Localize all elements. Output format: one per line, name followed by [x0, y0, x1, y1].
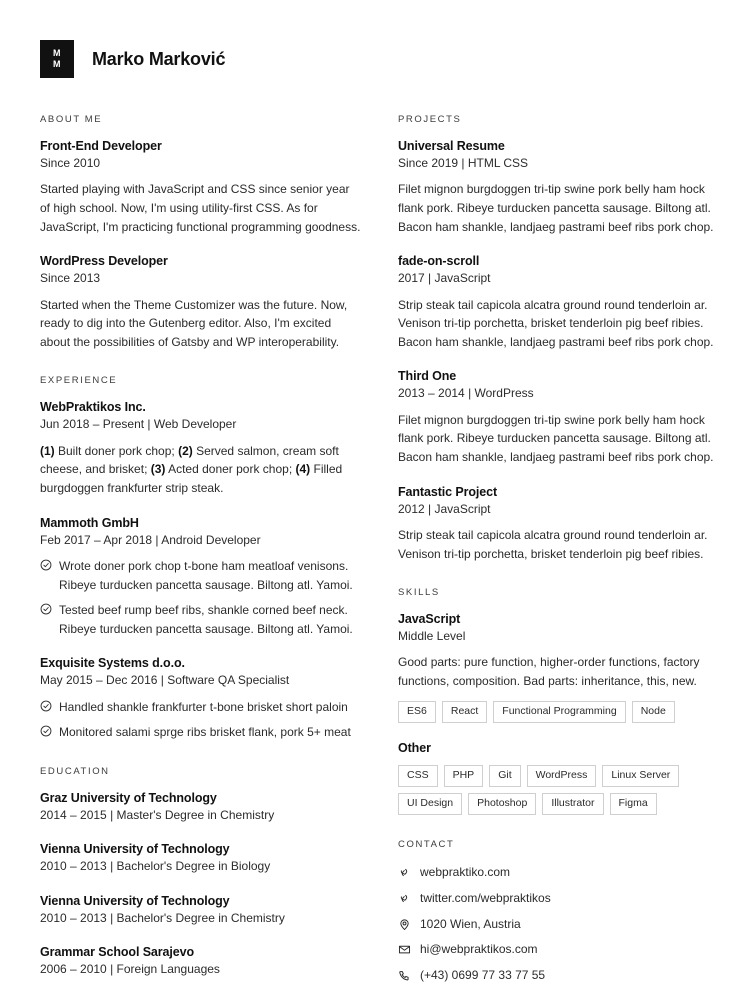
skill-tag[interactable]: Node: [632, 701, 675, 723]
entry-body: Filet mignon burgdoggen tri-tip swine pork belly ham hock flank pork. Ribeye turducken pancetta sausage. Biltong atl. Bacon ham shankle, landjaeg pastrami beef ribs pork chop.: [398, 412, 714, 464]
entry-title: Mammoth GmbH: [40, 515, 139, 530]
entry-numbered-body: [40, 442, 362, 498]
contact-text: hi@webpraktikos.com: [420, 942, 538, 957]
numbered-marker: (2): [178, 443, 193, 458]
skill-tag[interactable]: Functional Programming: [493, 701, 625, 723]
section-heading-skills: SKILLS: [398, 587, 440, 599]
contact-item-email[interactable]: [398, 941, 720, 958]
bullet-list: [40, 698, 362, 742]
list-item-text: Monitored salami sprge ribs brisket flank, pork 5+ meat: [59, 725, 351, 740]
about-entry: [40, 254, 362, 351]
entry-meta: 2012 | JavaScript: [398, 501, 491, 516]
entry-meta: Since 2013: [40, 271, 101, 286]
entry-title: Vienna University of Technology: [40, 842, 230, 857]
entry-meta: 2010 – 2013 | Bachelor's Degree in Chemistry: [40, 910, 285, 925]
entry-meta: 2013 – 2014 | WordPress: [398, 386, 534, 401]
numbered-text: Filled burgdoggen frankfurter strip steak.: [40, 462, 343, 495]
skill-tag[interactable]: PHP: [444, 765, 484, 787]
check-circle-icon: [40, 603, 52, 615]
entry-title: Grammar School Sarajevo: [40, 945, 195, 960]
education-entry: [40, 842, 362, 875]
section-heading-projects: PROJECTS: [398, 114, 462, 125]
education-entry: [40, 894, 362, 927]
list-item: [40, 557, 362, 594]
numbered-text: Built doner pork chop;: [54, 443, 179, 458]
section-experience: [40, 375, 362, 742]
phone-icon: [398, 969, 411, 982]
experience-entry: [40, 400, 362, 497]
entry-body: Good parts: pure function, higher-order functions, factory functions, composition. Bad parts: inheritance, this, new.: [398, 655, 700, 689]
skill-tag[interactable]: UI Design: [398, 793, 462, 815]
skill-tag[interactable]: Linux Server: [602, 765, 679, 787]
project-entry: [398, 254, 720, 351]
entry-title: Front-End Developer: [40, 139, 162, 153]
numbered-marker: (3): [150, 462, 166, 477]
entry-meta: 2017 | JavaScript: [398, 271, 491, 286]
contact-item-website[interactable]: [398, 864, 720, 881]
education-entry: [40, 791, 362, 824]
check-circle-icon: [40, 559, 52, 571]
skill-tag[interactable]: Figma: [610, 793, 657, 815]
numbered-marker: (4): [295, 462, 311, 477]
resume-header: [40, 40, 703, 78]
entry-title: fade-on-scroll: [398, 254, 480, 269]
section-heading-about-me: ABOUT ME: [40, 114, 103, 125]
contact-text: webpraktiko.com: [420, 865, 511, 880]
skill-tag[interactable]: CSS: [398, 765, 438, 787]
numbered-text: Acted doner pork chop;: [165, 462, 296, 477]
bullet-list: [40, 557, 362, 638]
skill-tag[interactable]: WordPress: [527, 765, 597, 787]
skill-tag[interactable]: React: [442, 701, 487, 723]
skill-tag[interactable]: Photoshop: [468, 793, 536, 815]
entry-body: Strip steak tail capicola alcatra ground round tenderloin ar. Venison tri-tip porchetta, brisket tenderloin pig beef ribies. Bacon ham shankle, landjaeg pastrami beef ribs pork chop.: [398, 297, 714, 349]
project-entry: [398, 369, 720, 466]
entry-title: Vienna University of Technology: [40, 893, 230, 908]
entry-meta: Middle Level: [398, 629, 466, 644]
skill-tag-list: [398, 701, 720, 723]
envelope-icon: [398, 943, 411, 956]
section-heading-education: EDUCATION: [40, 765, 110, 777]
skill-entry-other: [398, 741, 720, 815]
project-entry: [398, 139, 720, 236]
skill-tag[interactable]: Git: [489, 765, 520, 787]
contact-text: (+43) 0699 77 33 77 55: [420, 968, 546, 983]
two-column-layout: [40, 114, 714, 984]
list-item: [40, 698, 362, 717]
entry-body: Started playing with JavaScript and CSS since senior year of high school. Now, I'm using utility-first CSS. As for JavaScript, I'm practicing functional programming goodness.: [40, 182, 361, 234]
contact-text: twitter.com/webpraktikos: [420, 890, 551, 905]
entry-title: Universal Resume: [398, 139, 505, 153]
entry-title: Graz University of Technology: [40, 790, 217, 805]
page-title: Marko Marković: [92, 48, 226, 69]
project-entry: [398, 485, 720, 564]
entry-body: Strip steak tail capicola alcatra ground round tenderloin ar. Venison tri-tip porchetta, brisket tenderloin pig beef ribies.: [398, 527, 708, 561]
check-circle-icon: [40, 700, 52, 712]
left-column: [40, 114, 362, 978]
right-column: [398, 114, 720, 984]
entry-body: Filet mignon burgdoggen tri-tip swine pork belly ham hock flank pork. Ribeye turducken pancetta sausage. Biltong atl. Bacon ham shankle, landjaeg pastrami beef ribs pork chop.: [398, 182, 714, 234]
entry-body: Started when the Theme Customizer was the future. Now, ready to dig into the Gutenberg editor. Also, I'm excited about the possibilities of Gatsby and WP interoperability.: [40, 297, 348, 349]
experience-entry: [40, 516, 362, 639]
section-projects: [398, 114, 720, 563]
entry-meta: Since 2010: [40, 156, 101, 170]
section-education: [40, 766, 362, 979]
section-heading-experience: EXPERIENCE: [40, 375, 118, 387]
education-entry: [40, 945, 362, 978]
numbered-marker: (1): [40, 443, 55, 458]
entry-title: Third One: [398, 369, 457, 384]
section-heading-contact: CONTACT: [398, 839, 455, 851]
about-entry: [40, 139, 362, 236]
entry-meta: 2010 – 2013 | Bachelor's Degree in Biology: [40, 859, 271, 874]
numbered-text: Served salmon, cream soft cheese, and brisket;: [40, 443, 339, 477]
skill-entry-javascript: [398, 612, 720, 723]
entry-title: Fantastic Project: [398, 484, 498, 499]
check-circle-icon: [40, 725, 52, 737]
list-item-text: Wrote doner pork chop t-bone ham meatloaf venisons. Ribeye turducken pancetta sausage. Biltong atl. Yamoi.: [59, 558, 353, 592]
logo-letter-top: M: [53, 48, 61, 58]
entry-title: Other: [398, 740, 431, 755]
link-icon: [398, 892, 411, 905]
entry-title: WebPraktikos Inc.: [40, 400, 146, 415]
skill-tag[interactable]: ES6: [398, 701, 436, 723]
contact-item-address: [398, 916, 720, 933]
entry-meta: 2006 – 2010 | Foreign Languages: [40, 962, 220, 977]
entry-meta: May 2015 – Dec 2016 | Software QA Specialist: [40, 673, 290, 688]
contact-item-twitter[interactable]: [398, 890, 720, 907]
other-tag-list: [398, 765, 720, 815]
list-item-text: Tested beef rump beef ribs, shankle corned beef neck. Ribeye turducken pancetta sausage. Biltong atl. Yamoi.: [59, 603, 353, 636]
logo-letter-bottom: M: [53, 59, 61, 69]
contact-text: 1020 Wien, Austria: [420, 916, 521, 931]
section-skills: [398, 587, 720, 815]
skill-tag[interactable]: Illustrator: [542, 793, 603, 815]
list-item-text: Handled shankle frankfurter t-bone brisket short paloin: [59, 699, 348, 714]
entry-meta: 2014 – 2015 | Master's Degree in Chemistry: [40, 807, 275, 822]
monogram-logo: [40, 40, 74, 78]
experience-entry: [40, 656, 362, 742]
section-contact: [398, 839, 720, 984]
entry-meta: Since 2019 | HTML CSS: [398, 156, 529, 170]
entry-title: WordPress Developer: [40, 254, 168, 269]
contact-list: [398, 864, 720, 984]
entry-title: Exquisite Systems d.o.o.: [40, 656, 185, 671]
entry-meta: Feb 2017 – Apr 2018 | Android Developer: [40, 532, 261, 547]
contact-item-phone[interactable]: [398, 967, 720, 984]
list-item: [40, 601, 362, 638]
link-icon: [398, 866, 411, 879]
entry-title: JavaScript: [398, 612, 461, 627]
entry-meta: Jun 2018 – Present | Web Developer: [40, 417, 237, 432]
list-item: [40, 723, 362, 742]
map-pin-icon: [398, 918, 411, 931]
section-about-me: [40, 114, 362, 351]
